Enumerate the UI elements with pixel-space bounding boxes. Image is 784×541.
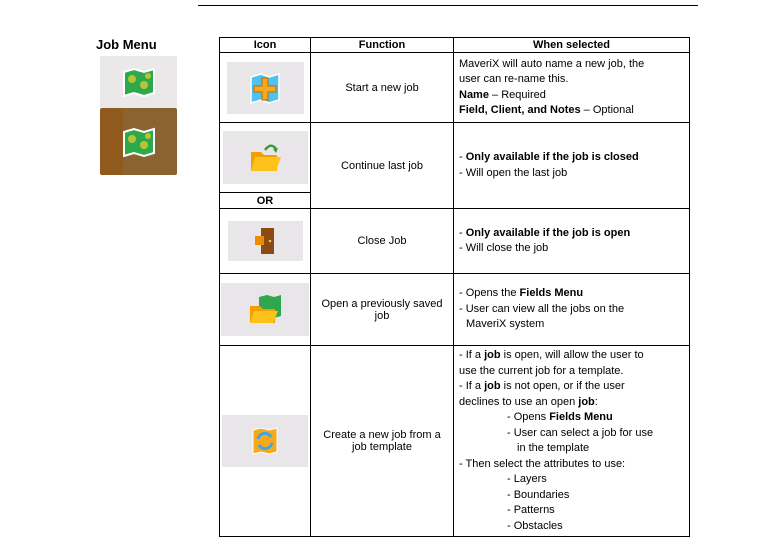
- bold-text: Field, Client, and Notes: [459, 104, 581, 116]
- when-selected-cell: [454, 53, 690, 123]
- description-line: [459, 488, 684, 504]
- description-line: [459, 57, 684, 73]
- description-line: [459, 395, 684, 411]
- or-label: OR: [220, 193, 311, 209]
- description-line: [459, 519, 684, 535]
- table-row: [220, 274, 690, 346]
- text: – Required: [488, 88, 546, 101]
- description-line: [459, 166, 684, 182]
- text: - User can select a job for use: [507, 426, 654, 439]
- when-selected-cell: [454, 209, 690, 274]
- bold-text: job: [578, 395, 595, 408]
- description-line: [459, 286, 684, 302]
- description-line: [459, 150, 684, 166]
- description-line: [459, 302, 684, 318]
- table-row: [220, 209, 690, 274]
- text: is not open, or if the user: [500, 380, 625, 392]
- text: - Opens: [507, 411, 550, 423]
- bold-text: Fields Menu: [549, 411, 613, 423]
- text: – Optional: [580, 104, 634, 116]
- text: - Opens the: [459, 287, 520, 300]
- text: MaveriX will auto name a new job, the: [459, 57, 645, 70]
- close-job-door-icon: [228, 221, 303, 261]
- description-line: [459, 472, 684, 488]
- function-cell: Close Job: [311, 209, 454, 274]
- bold-text: Name: [459, 88, 489, 101]
- text: MaveriX system: [466, 318, 545, 331]
- new-job-icon: [227, 62, 304, 114]
- function-cell: Open a previously saved job: [311, 274, 454, 346]
- description-line: [459, 457, 684, 473]
- description-line: [459, 503, 684, 519]
- description-line: [459, 241, 684, 257]
- job-template-icon: [222, 415, 308, 467]
- table-row: [220, 346, 690, 537]
- text: - If a: [459, 349, 485, 361]
- top-rule: [198, 5, 698, 6]
- map-icon: [122, 127, 156, 157]
- description-line: [459, 103, 684, 119]
- function-cell: Continue last job: [311, 123, 454, 209]
- text: - Will close the job: [459, 242, 549, 254]
- description-line: [459, 410, 684, 426]
- bold-text: job: [484, 349, 501, 361]
- when-selected-cell: [454, 346, 690, 537]
- header-icon: Icon: [220, 38, 311, 53]
- text: is open, will allow the user to: [500, 349, 644, 361]
- description-line: [459, 72, 684, 88]
- text: :: [594, 395, 598, 408]
- job-menu-table: [219, 37, 690, 537]
- text: - Then select the attributes to use:: [459, 457, 626, 470]
- bold-text: Fields Menu: [519, 287, 584, 300]
- description-line: [459, 364, 684, 380]
- when-selected-cell: [454, 123, 690, 209]
- function-cell: Create a new job from a job template: [311, 346, 454, 537]
- map-icon: [122, 67, 156, 97]
- text: in the template: [517, 442, 590, 454]
- description-line: [459, 441, 684, 457]
- description-line: [459, 379, 684, 395]
- description-line: [459, 426, 684, 442]
- text: -: [459, 151, 466, 163]
- bold-text: Only available if the job is open: [465, 226, 631, 239]
- description-line: [459, 88, 684, 104]
- text: - Obstacles: [507, 519, 563, 532]
- job-menu-button[interactable]: [100, 56, 177, 108]
- header-when-selected: When selected: [454, 38, 690, 53]
- description-line: [459, 317, 684, 333]
- job-menu-button-selected[interactable]: [100, 108, 177, 175]
- bold-text: job: [484, 380, 501, 392]
- text: - Boundaries: [507, 488, 570, 501]
- description-line: [459, 348, 684, 364]
- bold-text: Only available if the job is closed: [465, 151, 639, 163]
- text: declines to use an open: [459, 395, 579, 408]
- text: use the current job for a template.: [459, 364, 624, 377]
- job-menu-title: Job Menu: [96, 37, 157, 52]
- when-selected-cell: [454, 274, 690, 346]
- text: - Patterns: [507, 504, 555, 516]
- table-row: [220, 123, 690, 193]
- table-row: [220, 53, 690, 123]
- open-saved-job-icon: [221, 283, 309, 336]
- table-header-row: [220, 38, 690, 53]
- text: - If a: [459, 380, 485, 392]
- text: - Layers: [507, 473, 547, 485]
- function-cell: Start a new job: [311, 53, 454, 123]
- continue-job-folder-icon: [223, 131, 308, 184]
- text: - Will open the last job: [459, 166, 568, 179]
- text: -: [459, 226, 466, 239]
- description-line: [459, 226, 684, 242]
- text: user can re-name this.: [459, 73, 569, 85]
- header-function: Function: [311, 38, 454, 53]
- text: - User can view all the jobs on the: [459, 302, 625, 315]
